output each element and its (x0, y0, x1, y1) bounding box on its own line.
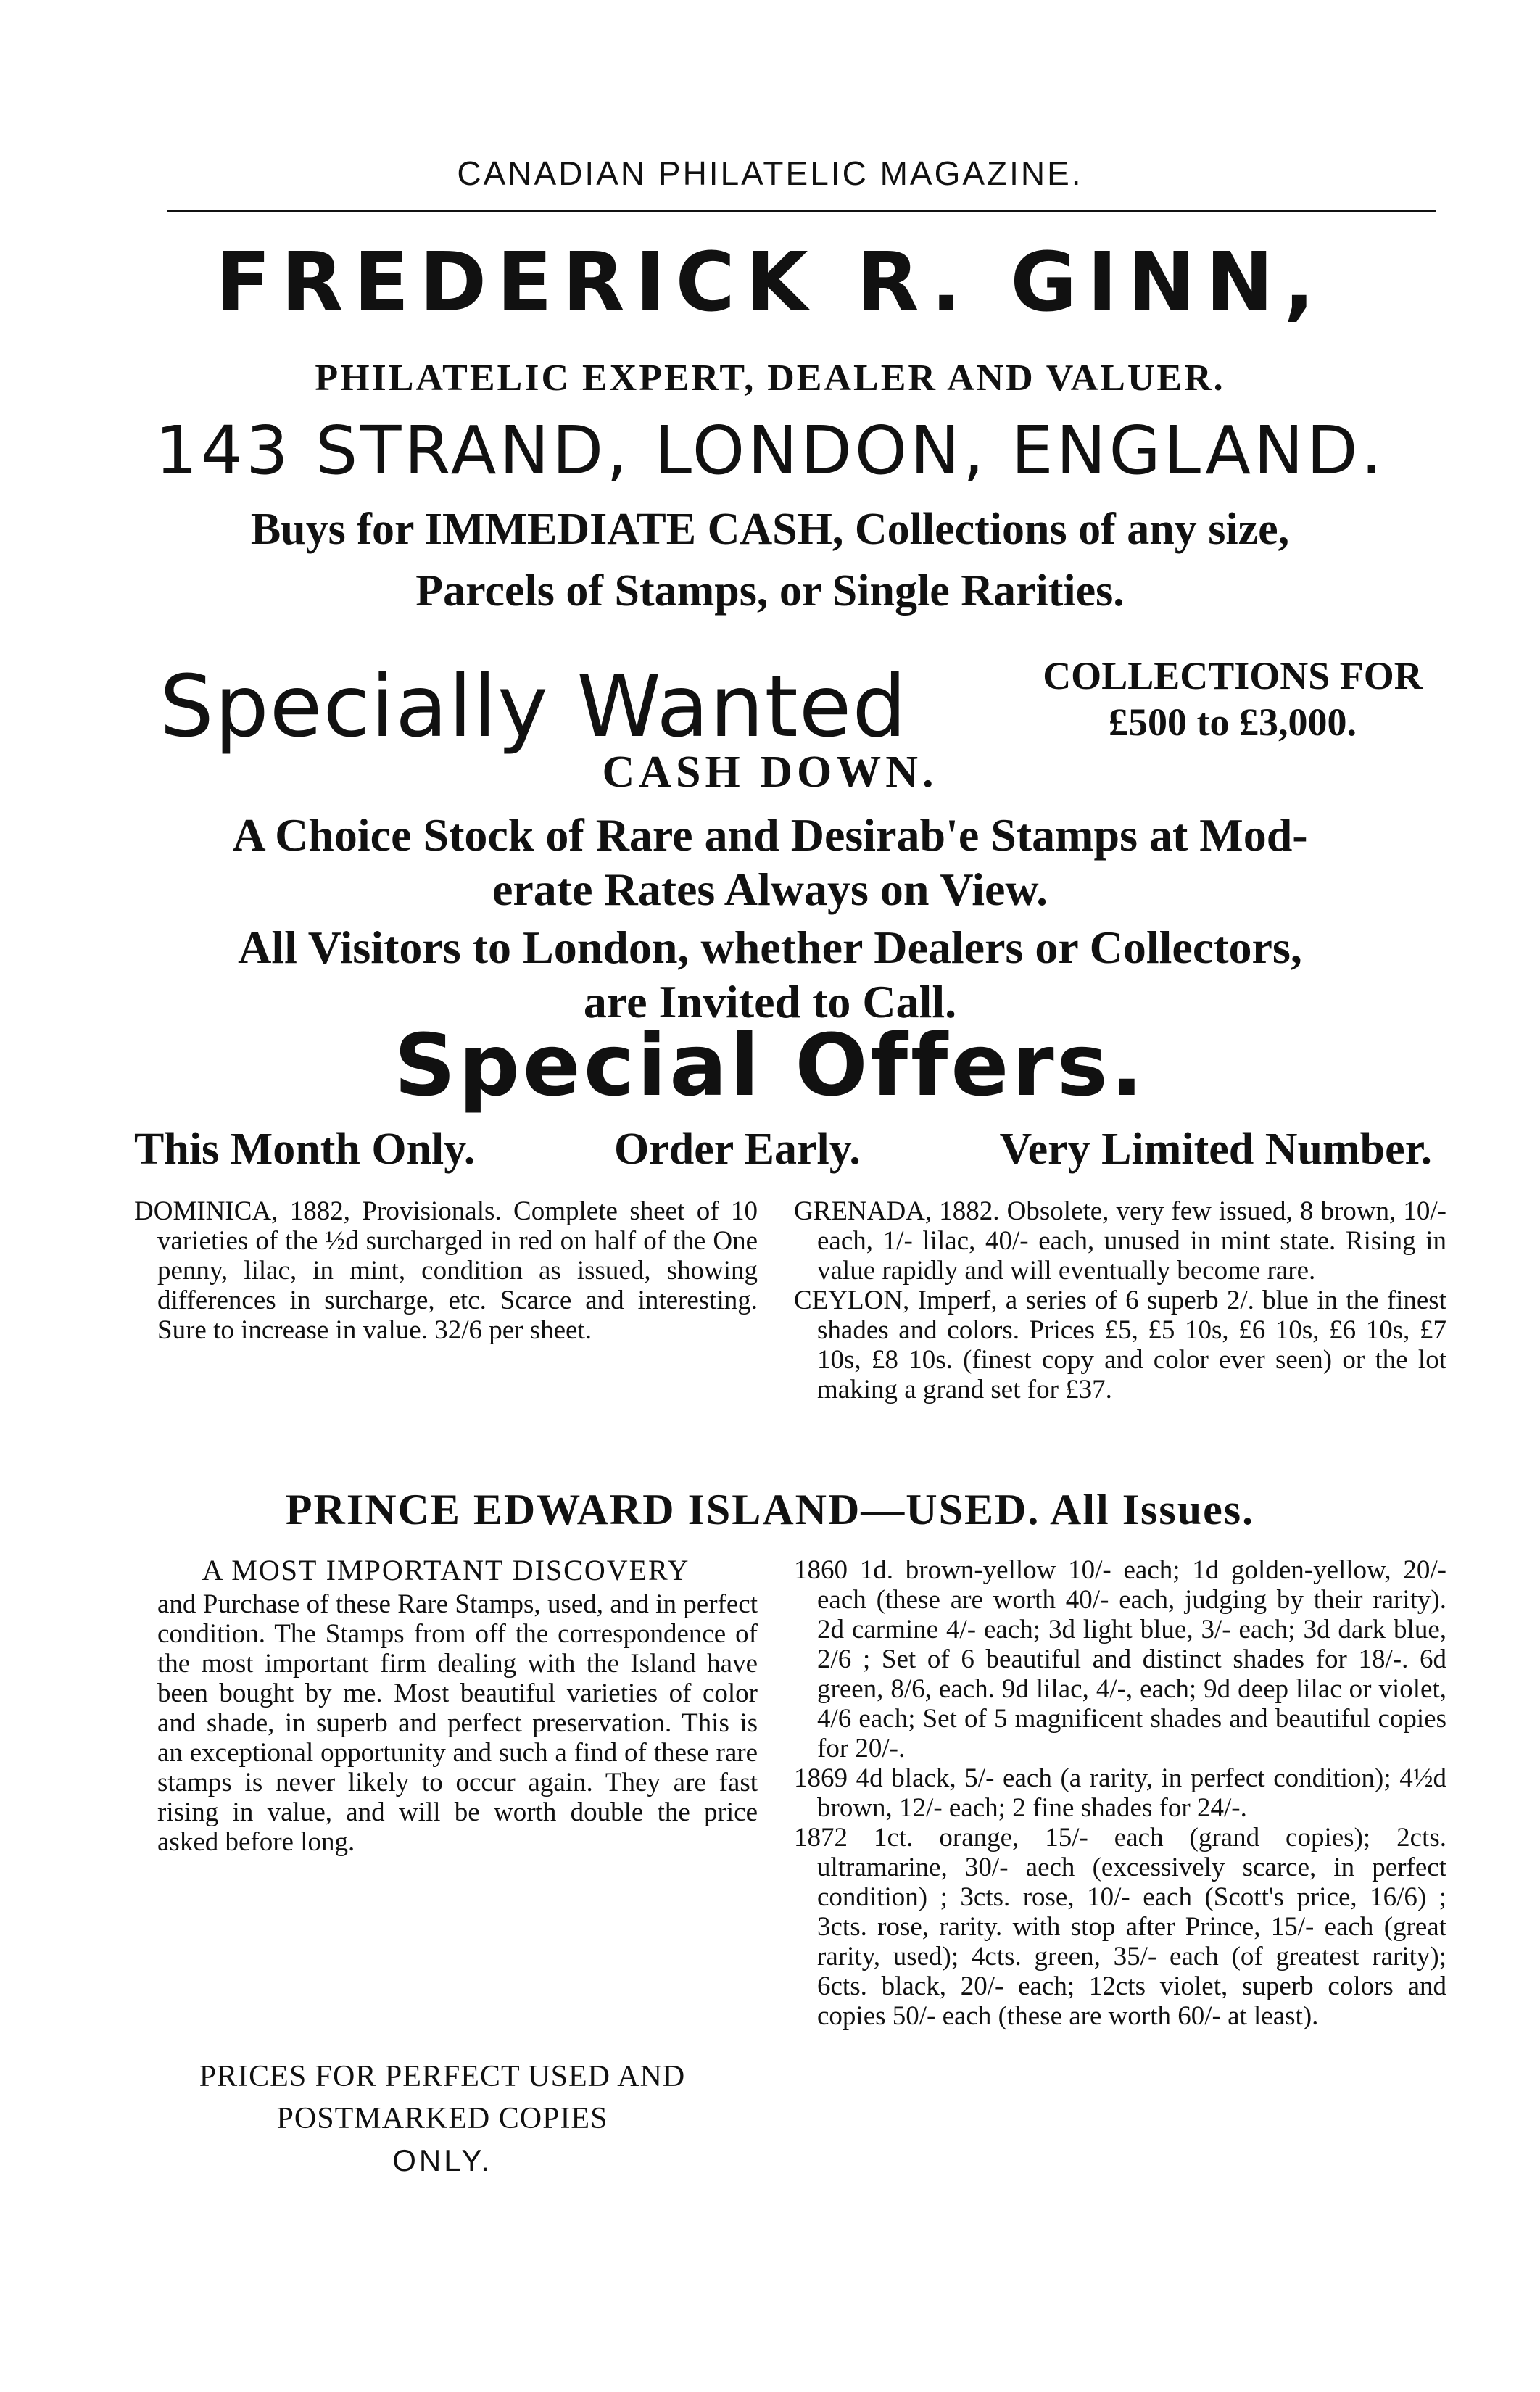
visitors-line-2: are Invited to Call. (583, 976, 957, 1027)
tagline-limited: Very Limited Number. (999, 1125, 1432, 1174)
stock-line-1: A Choice Stock of Rare and Desirab'e Stamps at Mod- (232, 809, 1308, 861)
pei-issues (794, 1555, 1446, 2031)
buys-line-1: Buys for IMMEDIATE CASH, Collections of any size, (250, 505, 1290, 554)
tagline-order-early: Order Early. (614, 1125, 861, 1174)
issue-1869: 1869 4d black, 5/- each (a rarity, in perfect condition); 4½d brown, 12/- each; 2 fine shades for 24/-. (794, 1763, 1446, 1823)
header-rule (167, 210, 1436, 212)
stock-line-2: erate Rates Always on View. (492, 864, 1048, 915)
special-offers-heading: Special Offers. (394, 1015, 1146, 1115)
dominica-text: DOMINICA, 1882, Provisionals. Complete sheet of 10 varieties of the ½d surcharged in red on half of the One penny, lilac, in mint, condition as issued, showing differences in surcharge, etc. Scarce and interesting. Sure to increase in value. 32/6 per sheet. (134, 1196, 758, 1345)
ceylon-text: CEYLON, Imperf, a series of 6 superb 2/. blue in the finest shades and colors. Prices £5, £5 10s, £6 10s, £6 10s, £7 10s, £8 10s. (finest copy and color ever seen) or the lot making a grand set for £37. (794, 1286, 1446, 1404)
tagline-this-month: This Month Only. (134, 1125, 476, 1174)
buys-line-2: Parcels of Stamps, or Single Rarities. (415, 566, 1125, 616)
issue-1860: 1860 1d. brown-yellow 10/- each; 1d golden-yellow, 20/- each (these are worth 40/- each, judging by their rarity). 2d carmine 4/- each; 3d light blue, 3/- each; 3d dark blue, 2/6 ; Set of 6 beautiful and distinct shades for 18/-. 6d green, 8/6, each. 9d lilac, 4/-, each; 9d deep lilac or violet, 4/6 each; Set of 5 magnificent shades and beautiful copies for 20/-. (794, 1555, 1446, 1763)
dealer-name: FREDERICK R. GINN, (215, 236, 1325, 330)
dealer-address: 143 STRAND, LONDON, ENGLAND. (155, 412, 1385, 489)
pei-discovery (134, 1555, 758, 1857)
pei-heading: PRINCE EDWARD ISLAND—USED. All Issues. (285, 1486, 1255, 1534)
offer-grenada-ceylon (794, 1196, 1446, 1404)
dealer-subtitle: PHILATELIC EXPERT, DEALER AND VALUER. (315, 357, 1225, 399)
running-title: CANADIAN PHILATELIC MAGAZINE. (457, 154, 1083, 192)
issue-1872: 1872 1ct. orange, 15/- each (grand copies); 2cts. ultramarine, 30/- aech (excessively scarce, in perfect condition) ; 3cts. rose, 10/- each (Scott's price, 16/6) ; 3cts. rose, rarity. with stop after Prince, 15/- each (great rarity, used); 4cts. green, 35/- each (of greatest rarity); 6cts. black, 20/- each; 12cts violet, superb colors and copies 50/- each (these are worth 60/- at least). (794, 1823, 1446, 2031)
offer-dominica (134, 1196, 758, 1345)
wanted-side-line-2: £500 to £3,000. (1109, 700, 1357, 744)
offer-tagline (134, 1124, 1432, 1175)
visitors-line-1: All Visitors to London, whether Dealers or Collectors, (238, 922, 1302, 973)
prices-line-2: POSTMARKED COPIES (276, 2102, 608, 2135)
wanted-side-line-1: COLLECTIONS FOR (1043, 654, 1423, 698)
discovery-text: and Purchase of these Rare Stamps, used, and in perfect condition. The Stamps from off the correspondence of the most important firm dealing with the Island have been bought by me. Most beautiful varieties of color and shade, in superb and perfect preservation. This is an exceptional opportunity and such a find of these rare stamps is never likely to occur again. They are fast rising in value, and will be worth double the price asked before long. (157, 1589, 758, 1857)
prices-note (127, 2056, 758, 2182)
prices-line-3: ONLY. (392, 2143, 492, 2177)
discovery-heading: A MOST IMPORTANT DISCOVERY (202, 1554, 690, 1586)
grenada-text: GRENADA, 1882. Obsolete, very few issued, 8 brown, 10/- each, 1/- lilac, 40/- each, unused in mint state. Rising in value rapidly and will eventually become rare. (794, 1196, 1446, 1286)
wanted-collections (1015, 653, 1450, 745)
specially-wanted: Specially Wanted (160, 656, 908, 756)
prices-line-1: PRICES FOR PERFECT USED AND (199, 2060, 686, 2093)
cash-down: CASH DOWN. (602, 748, 938, 797)
